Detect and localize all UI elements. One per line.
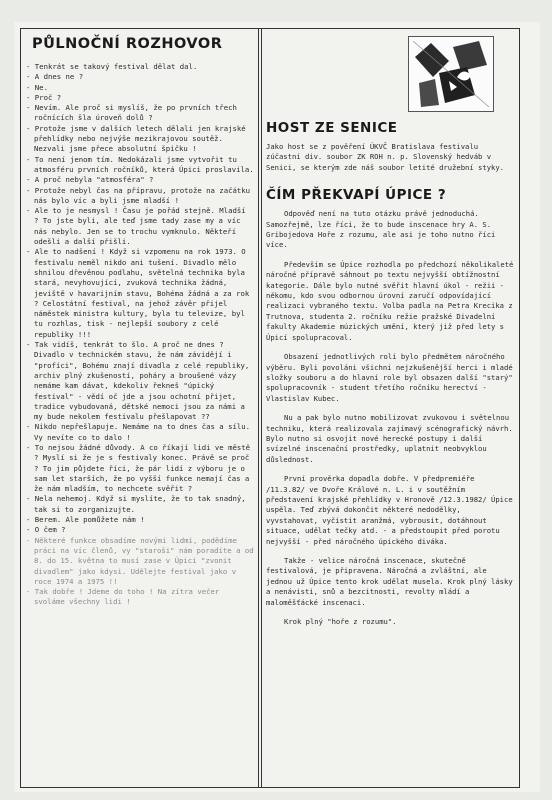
dialogue-line: - To není jenom tím. Nedokázali jsme vytvořit tu atmosféru prvních ročníků, která Úpici proslavila. — [26, 154, 254, 174]
guest-paragraph: Jako host se z pověření ÚKVČ Bratislava festivalu zúčastní div. soubor ZK ROH n. p. Slovenský hedváb v Senici, se kterým zde náš soubor letité družební styky. — [266, 142, 504, 172]
dialogue-line: - To nejsou žádné důvody. A co říkají lidi ve městě ? Myslí si že je s festivaly konec. Právě se proč ? To jim půjdete říci, že pár lidí z výboru je o sam let starších, že po vyšší funkce nemají čas a že nám mladším, to nechcete svěřit ? — [26, 442, 251, 494]
dialogue-line: - Nikdo nepřešlapuje. Nemáme na to dnes čas a sílu. Vy nevíte co to dalo ! — [26, 422, 251, 442]
heading-upice-surprise: ČÍM PŘEKVAPÍ ÚPICE ? — [266, 187, 447, 204]
dialogue-line: - A dnes ne ? — [26, 72, 84, 82]
dialogue-line: - O čem ? — [26, 525, 66, 535]
dialogue-line: - Proč ? — [26, 92, 62, 102]
dialogue-line: - Protože nebyl čas na přípravu, protože na začátku nás bylo víc a byli jsme mladší ! — [26, 185, 251, 205]
article-paragraph: Takže - velice náročná inscenace, skutečně festivalová, je připravena. Náročná a zvláštní, ale jednou už Úpice tento krok udělat musela. Krok plný lásky a nenávisti, snů a bezcitnosti, revolty mládí a maloměšťácké inscenaci. — [266, 556, 513, 607]
dialogue-line: - Tenkrát se takový festival dělat dal. — [26, 62, 198, 71]
dialogue-line: - Některé funkce obsadíme novými lidmi, podědíme práci na víc členů, vy "staroši" nám poradíte a od 8. do 15. května to musí zase v Úpici "zvonit divadlem" jako kdysi. Udělejte festival jako v roce 1974 a 1975 !! — [26, 535, 254, 586]
dialogue-line: - Ale to nadšení ! Když si vzpomenu na rok 1973. O festivalu neměl nikdo ani tušení. Divadlo mělo shnilou dřevěnou podlahu, světelná technika byla stará, nevyhovující, zvuková technika žádná, jeviště v havarijním stavu, Bohéma žádná a za rok ? Celostátní festival, na jehož závěr přijel náměstek ministra kultury, byla tu televize, byl tu rozhlas, tisk - nejlepší soubory z celé republiky !!! — [26, 247, 250, 339]
dialogue-line: - Ale to je nesmysl ! Času je pořád stejně. Mladší ? To jste byli, ale teď jsme tady zase my a víc nás nebylo. Jen se to trochu vymknulo. Někteří odešli a další přišli. — [26, 206, 246, 247]
dialogue-line: - Berem. Ale pomůžete nám ! — [26, 515, 145, 525]
article-paragraph: První prověrka dopadla dobře. V předpremiéře /11.3.82/ ve Dvoře Králové n. L. i v soutěžním představení krajské přehlídky v Hronově /12.3.1982/ Úpice uspěla. Teď zbývá dokončit některé nedodělky, vyvstahovat, vyčistit aranžmá, vybrousit, dotáhnout situace, udělat tečky atd. - a předstoupit před porotu nejvyšší - před náročného úpického diváka. — [266, 474, 513, 546]
dialogue-line: - Tak dobře ! Jdeme do toho ! Na zítra večer svoláme všechny lidi ! — [26, 587, 220, 607]
article-paragraph: Především se Úpice rozhodla po předchozí několikaleté náročné přípravě sáhnout po textu nejvyšší obtížnostní kategorie. Dále bylo nutné svěřit hlavní úkol - režii - někomu, kdo svou odbornou úrovní zaručí odpovídající realizaci vybraného textu. Volba padla na Petra Krecika z Trutnova, studenta 2. ročníku režie pražské Divadelní fakulty Akademie múzických umění, který již před lety s Úpicí spolupracoval. — [266, 259, 514, 342]
dialogue-line: - Ne. — [26, 82, 48, 92]
heading-guest-from-senica: HOST ZE SENICE — [266, 120, 398, 136]
dialogue-line: - A proč nebyla "atmosféra" ? — [26, 175, 154, 185]
article-title-midnight-interview: PŮLNOČNÍ ROZHOVOR — [32, 36, 223, 52]
right-column — [266, 36, 516, 636]
article-paragraph: Odpověď není na tuto otázku právě jednoduchá. Samozřejmě, lze říci, že to bude inscenace hry A. S. Gribojedova Hoře z rozumu, ale asi je toho nutno říci více. — [266, 209, 496, 250]
closing-line: Krok plný "hoře z rozumu". — [284, 617, 397, 627]
dialogue-line: - Nela nehemoj. Když si myslíte, že to tak snadný, tak si to zorganizujte. — [26, 494, 246, 514]
left-column — [26, 36, 254, 608]
article-body — [266, 209, 516, 627]
article-paragraph: Nu a pak bylo nutno mobilizovat zvukovou i světelnou techniku, která realizovala zajímavý scénografický návrh. Bylo nutno si osvojit nové herecké postupy i další svízelné inscenační prostředky, uplatnit neobvyklou důslednost. — [266, 413, 513, 464]
dialogue-line: - Nevím. Ale proč si myslíš, že po prvních třech ročnících šla úroveň dolů ? — [26, 103, 237, 123]
dialogue-text — [26, 62, 254, 608]
dialogue-line: - Protože jsme v dalších letech dělali jen krajské přehlídky nebo nejvýše mezikrajovou soutěž. Nezvali jsme přece absolutní špičku ! — [26, 123, 246, 154]
article-paragraph: Obsazení jednotlivých rolí bylo předmětem náročného výběru. Byli povoláni všichni nejzkušenější herci i mladé složky souboru a do hlavní role byl obsazen další "starý" spolupracovník - student třetího ročníku herectví - Vlastislav Kubec. — [266, 352, 513, 403]
dialogue-line: - Tak vidíš, tenkrát to šlo. A proč ne dnes ? Divadlo v technickém stavu, že nám závidějí i "profíci", Bohému znají divadla z celé republiky, archiv plný zkušeností, poháry a broušené vázy nemáme kam dávat, kdekoliv řekneš "úpický festival" - vědí oč jde a jsou ochotní přijet, tradice vybudovaná, dětské nemoci jsou za námi a my bude nekolem festivalu přešlapovat ?? — [26, 340, 250, 422]
column-divider — [258, 28, 262, 788]
